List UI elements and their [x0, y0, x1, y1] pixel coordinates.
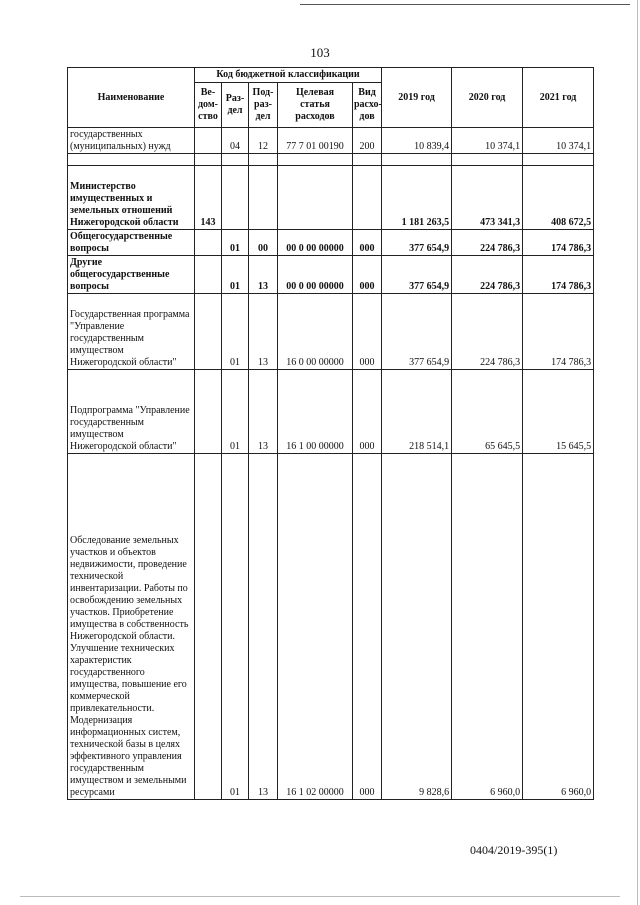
row-2019 — [382, 154, 452, 166]
row-target — [278, 154, 353, 166]
row-2021 — [523, 154, 594, 166]
row-name: Другие общегосударственные вопросы — [68, 256, 195, 294]
header-section: Раз- дел — [222, 83, 249, 128]
header-2020: 2020 год — [452, 68, 523, 128]
row-2019: 377 654,9 — [382, 294, 452, 370]
top-border-line — [300, 4, 630, 5]
row-2019: 10 839,4 — [382, 128, 452, 154]
table-row — [68, 166, 594, 230]
row-2021: 408 672,5 — [523, 166, 594, 230]
row-2020 — [452, 154, 523, 166]
row-name: Министерство имущественных и земельных отношений Нижегородской области — [68, 166, 195, 230]
row-2021: 174 786,3 — [523, 256, 594, 294]
table-row — [68, 230, 594, 256]
row-dept: 143 — [195, 166, 222, 230]
table-row — [68, 454, 594, 800]
row-type: 200 — [353, 128, 382, 154]
page-number: 103 — [310, 45, 330, 60]
row-subsection — [249, 166, 278, 230]
row-2021: 10 374,1 — [523, 128, 594, 154]
row-subsection: 00 — [249, 230, 278, 256]
row-2020: 65 645,5 — [452, 370, 523, 454]
row-2020: 224 786,3 — [452, 256, 523, 294]
row-dept — [195, 294, 222, 370]
table-row — [68, 294, 594, 370]
row-name — [68, 154, 195, 166]
row-2020: 10 374,1 — [452, 128, 523, 154]
header-subsection: Под- раз- дел — [249, 83, 278, 128]
row-2019: 218 514,1 — [382, 370, 452, 454]
row-2019: 1 181 263,5 — [382, 166, 452, 230]
table-row — [68, 154, 594, 166]
row-section: 01 — [222, 454, 249, 800]
table-row — [68, 370, 594, 454]
row-dept — [195, 154, 222, 166]
row-dept — [195, 370, 222, 454]
row-type — [353, 166, 382, 230]
row-section: 01 — [222, 256, 249, 294]
row-name: Общегосударственные вопросы — [68, 230, 195, 256]
table-row — [68, 256, 594, 294]
row-target: 00 0 00 00000 — [278, 230, 353, 256]
row-type — [353, 154, 382, 166]
row-target: 16 1 00 00000 — [278, 370, 353, 454]
row-subsection: 13 — [249, 256, 278, 294]
header-code-group: Код бюджетной классификации — [195, 68, 382, 83]
row-target: 77 7 01 00190 — [278, 128, 353, 154]
row-dept — [195, 454, 222, 800]
header-target: Целевая статья расходов — [278, 83, 353, 128]
row-target — [278, 166, 353, 230]
row-name: Обследование земельных участков и объектов недвижимости, проведение технической инвентаризации. Работы по освобождению земельных участков. Приобретение имущества в собственность Нижегородской области. Улучшение технических характеристик государственного имущества, повышение его коммерческой привлекательности. Модернизация информационных систем, технической базы в целях эффективного управления государственным имуществом и земельными ресурсами — [68, 454, 195, 800]
header-type: Вид расхо- дов — [353, 83, 382, 128]
row-subsection — [249, 154, 278, 166]
row-2021: 15 645,5 — [523, 370, 594, 454]
row-section: 01 — [222, 230, 249, 256]
row-target: 16 0 00 00000 — [278, 294, 353, 370]
row-2021: 6 960,0 — [523, 454, 594, 800]
row-subsection: 13 — [249, 454, 278, 800]
row-name: Подпрограмма "Управление государственным имуществом Нижегородской области" — [68, 370, 195, 454]
row-subsection: 13 — [249, 370, 278, 454]
row-name: Государственная программа "Управление государственным имуществом Нижегородской области" — [68, 294, 195, 370]
row-2020: 473 341,3 — [452, 166, 523, 230]
row-type: 000 — [353, 294, 382, 370]
row-type: 000 — [353, 370, 382, 454]
document-code: 0404/2019-395(1) — [470, 843, 558, 857]
row-subsection: 13 — [249, 294, 278, 370]
row-2019: 377 654,9 — [382, 230, 452, 256]
row-subsection: 12 — [249, 128, 278, 154]
row-target: 00 0 00 00000 — [278, 256, 353, 294]
row-2020: 6 960,0 — [452, 454, 523, 800]
page-edge — [637, 0, 638, 905]
row-type: 000 — [353, 230, 382, 256]
row-dept — [195, 128, 222, 154]
header-2019: 2019 год — [382, 68, 452, 128]
budget-table — [67, 67, 594, 800]
row-2020: 224 786,3 — [452, 294, 523, 370]
row-dept — [195, 230, 222, 256]
row-type: 000 — [353, 256, 382, 294]
row-section: 04 — [222, 128, 249, 154]
row-2019: 377 654,9 — [382, 256, 452, 294]
header-dept: Ве- дом- ство — [195, 83, 222, 128]
row-section: 01 — [222, 370, 249, 454]
row-section — [222, 154, 249, 166]
bottom-border-line — [20, 896, 620, 897]
row-2020: 224 786,3 — [452, 230, 523, 256]
row-target: 16 1 02 00000 — [278, 454, 353, 800]
row-dept — [195, 256, 222, 294]
row-name: государственных (муниципальных) нужд — [68, 128, 195, 154]
row-2021: 174 786,3 — [523, 230, 594, 256]
row-2019: 9 828,6 — [382, 454, 452, 800]
row-type: 000 — [353, 454, 382, 800]
row-section — [222, 166, 249, 230]
row-section: 01 — [222, 294, 249, 370]
row-2021: 174 786,3 — [523, 294, 594, 370]
header-name: Наименование — [68, 68, 195, 128]
header-2021: 2021 год — [523, 68, 594, 128]
table-row — [68, 128, 594, 154]
